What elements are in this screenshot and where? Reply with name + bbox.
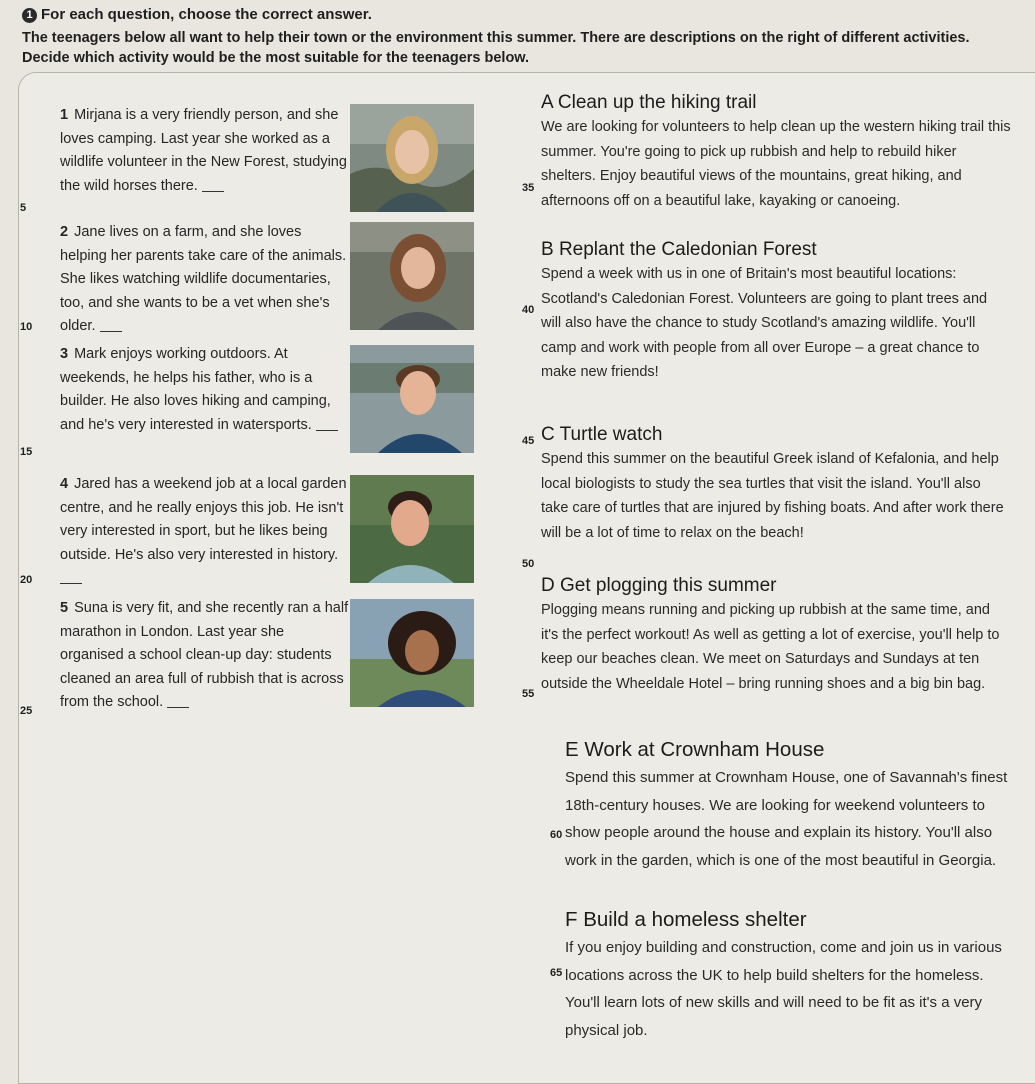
activity-list — [541, 90, 1011, 696]
activity-body: If you enjoy building and construction, come and join us in various locations across the UK to help build shelters for the homeless. You'll learn lots of new skills and will need to be fit as it's a very physical job. — [565, 939, 1002, 1039]
photo-jared — [350, 475, 474, 583]
activity-c — [541, 422, 1011, 573]
photo-mark — [350, 345, 474, 453]
photo-jane — [350, 222, 474, 330]
photo-suna — [350, 599, 474, 707]
line-number: 10 — [20, 321, 33, 333]
answer-blank[interactable] — [202, 177, 224, 192]
line-number: 40 — [522, 304, 535, 316]
person-4: 4 Jared has a weekend job at a local garden centre, and he really enjoys this job. He isn't very interested in sport, but he likes being outside. He's also very interested in history. — [60, 473, 350, 591]
activity-body: We are looking for volunteers to help clean up the western hiking trail this summer. You're going to pick up rubbish and help to rebuild hiker shelters. Enjoy beautiful views of the mountains, great hiking, and afternoons off on a beautiful lake, kayaking or canoeing. — [541, 119, 1011, 209]
activity-b — [541, 237, 1011, 422]
line-number: 45 — [522, 435, 535, 447]
activity-e — [565, 736, 1015, 874]
activity-d — [541, 573, 1011, 696]
line-number: 35 — [522, 182, 535, 194]
activity-title: B Replant the Caledonian Forest — [541, 239, 817, 260]
activity-body: Spend this summer on the beautiful Greek island of Kefalonia, and help local biologists to study the sea turtles that visit the island. You'll also take care of turtles that are injured by fishing boats. And after work there will be a lot of time to relax on the beach! — [541, 451, 1004, 541]
intro-text: The teenagers below all want to help their town or the environment this summer. There are descriptions on the right of different activities. Decide which activity would be the most suitable for the teenagers below. — [22, 30, 970, 66]
answer-blank[interactable] — [316, 416, 338, 431]
activity-title: C Turtle watch — [541, 424, 663, 445]
activity-title: D Get plogging this summer — [541, 575, 777, 596]
activity-f — [565, 906, 1015, 1044]
line-number: 5 — [20, 202, 27, 214]
instruction-text: For each question, choose the correct answer. — [41, 6, 372, 23]
line-number: 60 — [550, 829, 563, 841]
answer-blank[interactable] — [60, 569, 82, 584]
instruction — [22, 6, 1012, 24]
exercise-header — [22, 6, 1012, 68]
person-5: 5 Suna is very fit, and she recently ran a half marathon in London. Last year she organised a school clean-up day: students cleaned an area full of rubbish that is across from the school. — [60, 600, 349, 710]
line-number: 25 — [20, 705, 33, 717]
line-number: 50 — [522, 558, 535, 570]
line-number: 65 — [550, 967, 563, 979]
line-number: 20 — [20, 574, 33, 586]
activity-title: E Work at Crownham House — [565, 738, 825, 761]
answer-blank[interactable] — [100, 317, 122, 332]
person-1: 1 Mirjana is a very friendly person, and she loves camping. Last year she worked as a wildlife volunteer in the New Forest, studying the wild horses there. — [60, 107, 347, 194]
activity-body: Spend this summer at Crownham House, one of Savannah's finest 18th-century houses. We are looking for weekend volunteers to show people around the house and explain its history. You'll also work in the garden, which is one of the most beautiful in Georgia. — [565, 769, 1008, 869]
person-2: 2 Jane lives on a farm, and she loves helping her parents take care of the animals. She likes watching wildlife documentaries, too, and she wants to be a vet when she's older. — [60, 224, 347, 334]
question-number-badge: 1 — [22, 8, 37, 23]
activity-body: Plogging means running and picking up rubbish at the same time, and it's the perfect workout! As well as getting a lot of exercise, you'll help to keep our beaches clean. We meet on Saturdays and Sundays at ten outside the Wheeldale Hotel – bring running shoes and a big bin bag. — [541, 602, 1000, 692]
activity-title: A Clean up the hiking trail — [541, 92, 757, 113]
activity-a — [541, 90, 1011, 237]
activity-title: F Build a homeless shelter — [565, 908, 807, 931]
line-number: 15 — [20, 446, 33, 458]
line-number: 55 — [522, 688, 535, 700]
answer-blank[interactable] — [167, 693, 189, 708]
person-3: 3 Mark enjoys working outdoors. At weekends, he helps his father, who is a builder. He also loves hiking and camping, and he's very interested in watersports. — [60, 343, 350, 437]
activity-body: Spend a week with us in one of Britain's most beautiful locations: Scotland's Caledonian Forest. Volunteers are going to plant trees and will also have the chance to study Scotland's amazing wildlife. You'll camp and work with people from all over Europe – a great chance to make new friends! — [541, 266, 988, 380]
photo-mirjana — [350, 104, 474, 212]
